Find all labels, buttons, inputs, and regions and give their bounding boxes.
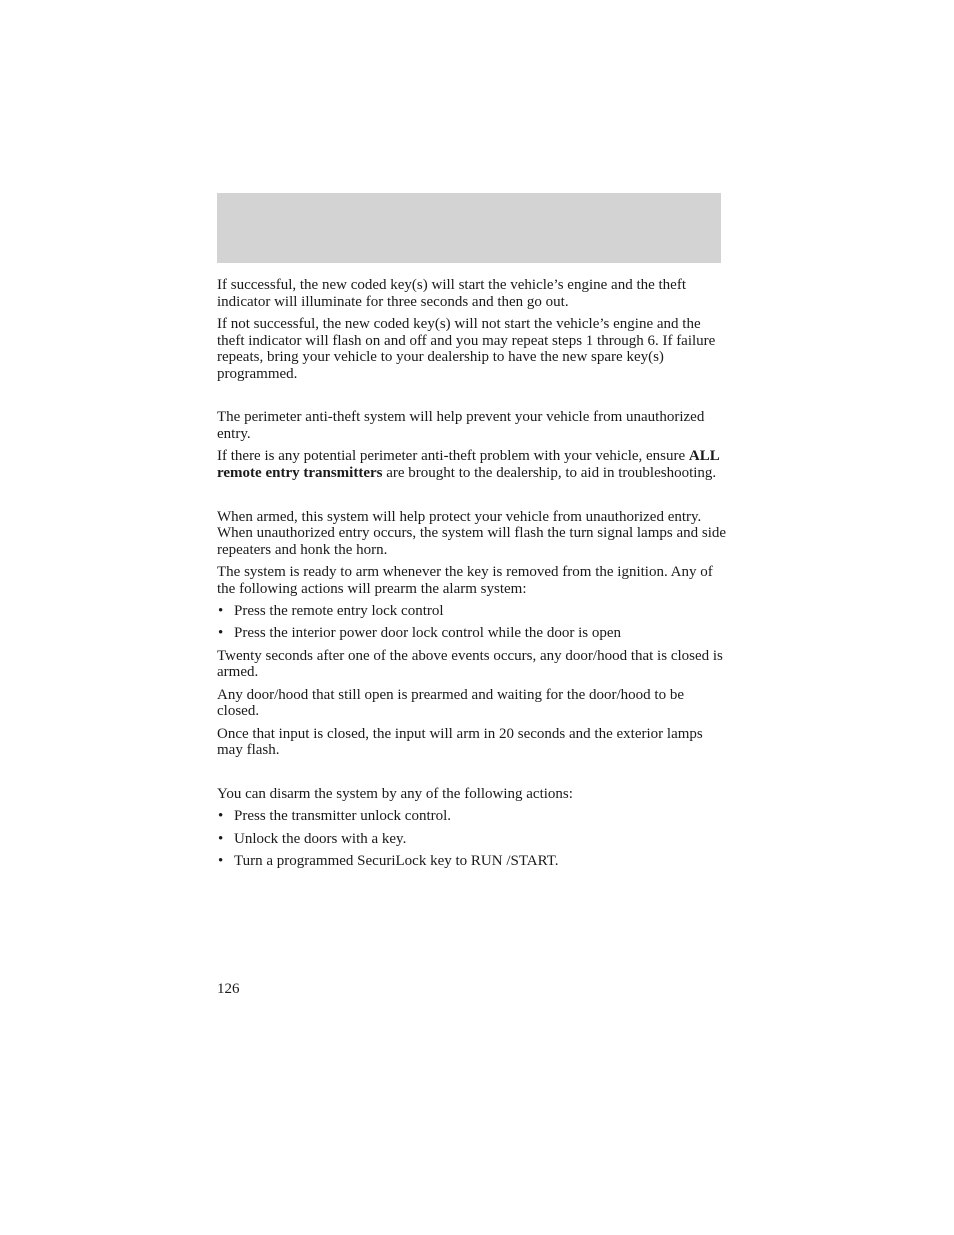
list-item-text: Turn a programmed SecuriLock key to RUN /START. [234, 853, 559, 870]
list-item [217, 831, 727, 848]
paragraph: The system is ready to arm whenever the key is removed from the ignition. Any of the following actions will prearm the alarm system: [217, 564, 713, 597]
bullet-icon: • [218, 808, 224, 825]
list-item-text: Press the interior power door lock control while the door is open [234, 625, 621, 642]
paragraph-text: If there is any potential perimeter anti-theft problem with your vehicle, ensure [217, 448, 689, 465]
page-body [217, 277, 727, 876]
page-number: 126 [217, 981, 240, 997]
bullet-icon: • [218, 853, 224, 870]
list-item [217, 808, 727, 825]
bullet-icon: • [218, 603, 224, 620]
paragraph: If not successful, the new coded key(s) will not start the vehicle’s engine and the theft indicator will flash on and off and you may repeat steps 1 through 6. If failure repeats, bring your vehicle to your dealership to have the new spare key(s) programmed. [217, 315, 716, 382]
bullet-icon: • [218, 830, 224, 847]
bullet-icon: • [218, 625, 224, 642]
section-header-bar [217, 193, 721, 263]
paragraph [217, 448, 727, 481]
paragraph: Twenty seconds after one of the above events occurs, any door/hood that is closed is armed. [217, 647, 723, 681]
list-item-text: Press the remote entry lock control [234, 603, 444, 620]
list-item-text: Press the transmitter unlock control. [234, 808, 452, 825]
list-item [217, 853, 727, 870]
paragraph: Any door/hood that still open is prearmed and waiting for the door/hood to be closed. [217, 686, 684, 720]
paragraph: When armed, this system will help protect your vehicle from unauthorized entry. When unauthorized entry occurs, the system will flash the turn signal lamps and side repeaters and honk the horn. [217, 508, 727, 558]
list-item-text: Unlock the doors with a key. [234, 830, 407, 847]
bullet-list [217, 603, 727, 642]
bold-emphasis: ALL remote entry transmitters [217, 448, 719, 481]
bullet-list [217, 808, 727, 869]
paragraph: The perimeter anti-theft system will help prevent your vehicle from unauthorized entry. [217, 409, 705, 442]
paragraph-text: are brought to the dealership, to aid in troubleshooting. [382, 464, 717, 481]
list-item [217, 603, 727, 620]
paragraph: You can disarm the system by any of the following actions: [217, 786, 573, 803]
list-item [217, 625, 727, 642]
paragraph: Once that input is closed, the input will arm in 20 seconds and the exterior lamps may flash. [217, 725, 703, 759]
paragraph: If successful, the new coded key(s) will start the vehicle’s engine and the theft indicator will illuminate for three seconds and then go out. [217, 277, 687, 310]
